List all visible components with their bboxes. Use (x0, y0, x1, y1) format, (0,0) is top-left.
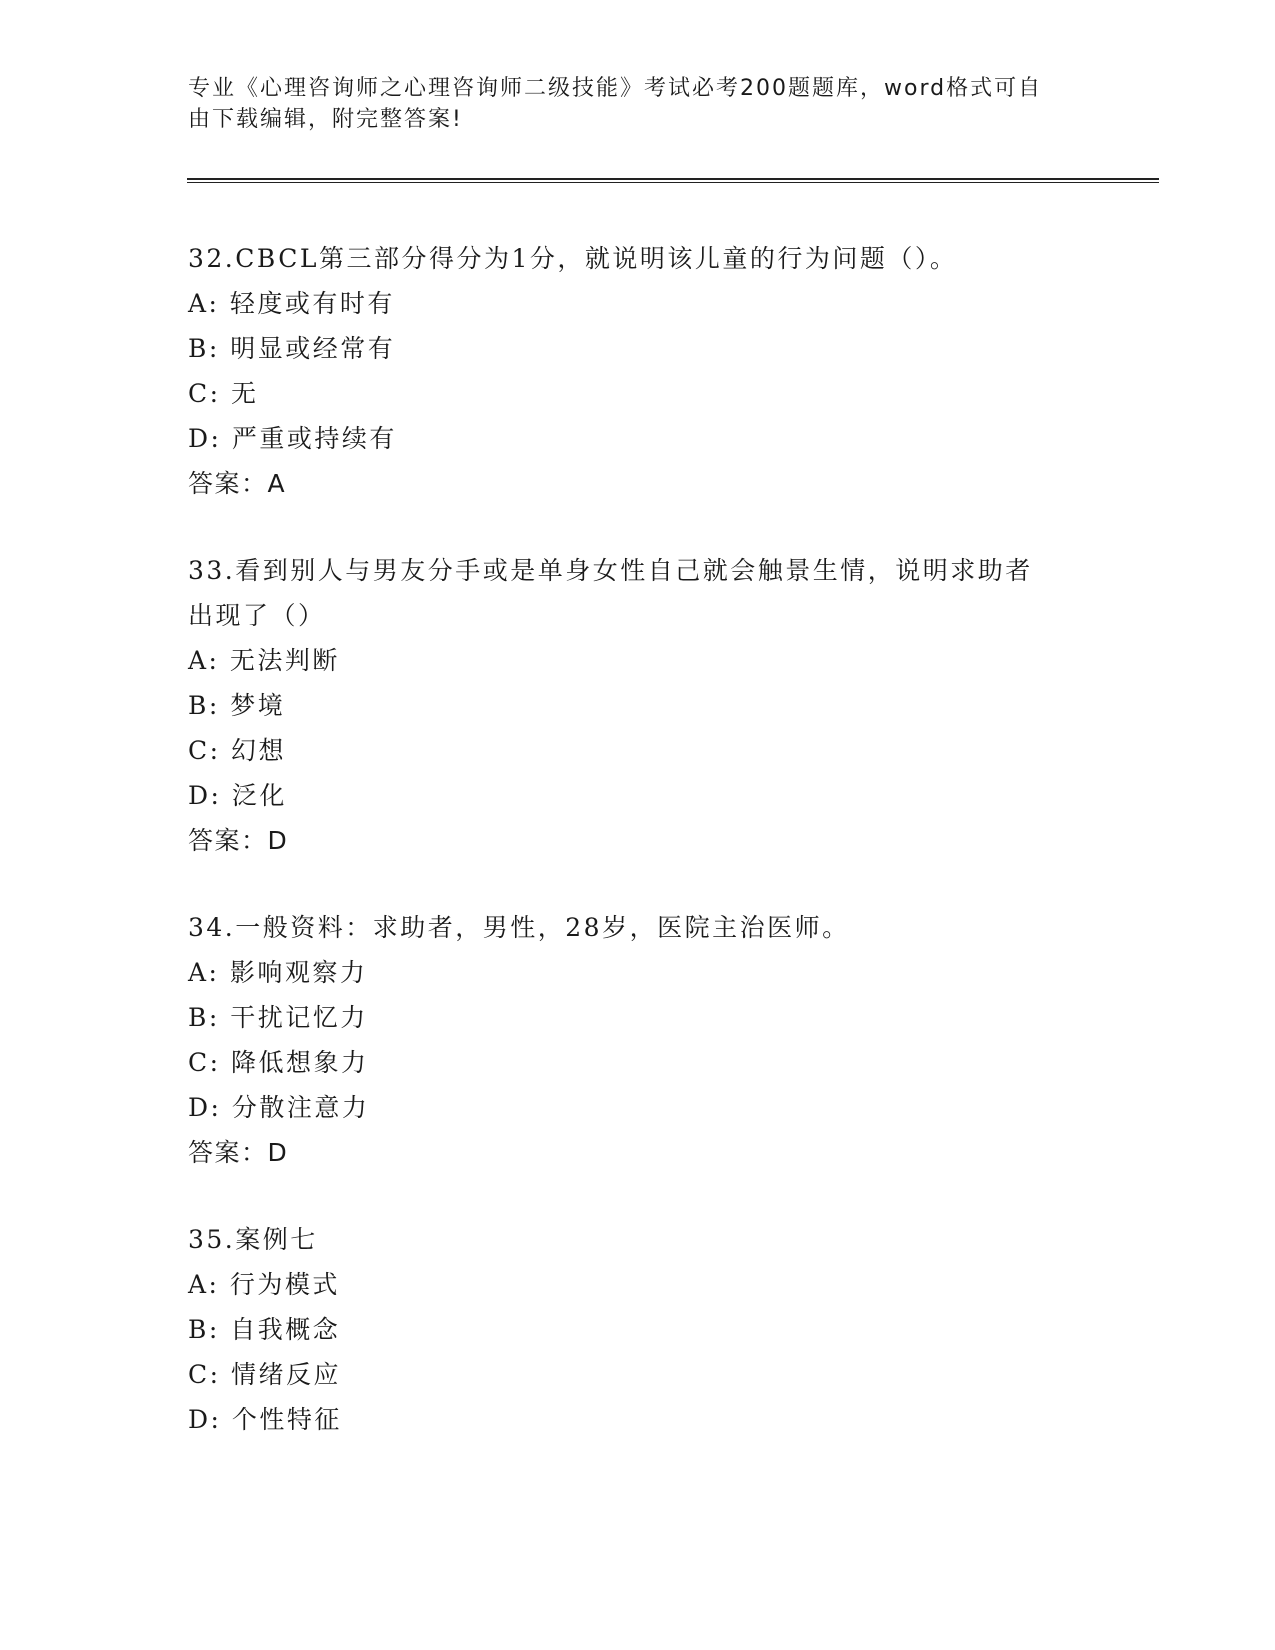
option-a: A: 行为模式 (188, 1270, 340, 1299)
option-c: C: 降低想象力 (188, 1048, 369, 1077)
option-b: B: 干扰记忆力 (188, 1003, 368, 1032)
answer-label: 答案：A (188, 469, 287, 498)
option-d: D: 个性特征 (188, 1405, 342, 1434)
question-stem: 34.一般资料：求助者，男性，28岁，医院主治医师。 (188, 913, 850, 942)
question-stem: 32.CBCL第三部分得分为1分，就说明该儿童的行为问题（）。 (188, 244, 958, 273)
option-c: C: 情绪反应 (188, 1360, 341, 1389)
question-list (188, 236, 1088, 1484)
option-d: D: 严重或持续有 (188, 424, 397, 453)
option-a: A: 轻度或有时有 (188, 289, 395, 318)
option-a: A: 无法判断 (188, 646, 340, 675)
answer-label: 答案：D (188, 1138, 289, 1167)
option-a: A: 影响观察力 (188, 958, 368, 987)
question-stem-line-2: 出现了（） (188, 601, 326, 630)
option-c: C: 无 (188, 379, 259, 408)
question-34 (188, 905, 1088, 1175)
option-d: D: 泛化 (188, 781, 287, 810)
header-line-1: 专业《心理咨询师之心理咨询师二级技能》考试必考200题题库，word格式可自 (188, 76, 1043, 101)
option-b: B: 明显或经常有 (188, 334, 396, 363)
answer-label: 答案：D (188, 826, 289, 855)
option-c: C: 幻想 (188, 736, 286, 765)
header-line-2: 由下载编辑，附完整答案! (188, 107, 463, 132)
header-divider (187, 178, 1159, 183)
question-32 (188, 236, 1088, 506)
option-b: B: 自我概念 (188, 1315, 341, 1344)
option-b: B: 梦境 (188, 691, 286, 720)
question-stem: 35.案例七 (188, 1225, 318, 1254)
option-d: D: 分散注意力 (188, 1093, 370, 1122)
document-header (188, 73, 1068, 135)
question-33 (188, 548, 1088, 863)
question-35 (188, 1217, 1088, 1442)
question-stem-line-1: 33.看到别人与男友分手或是单身女性自己就会触景生情，说明求助者 (188, 556, 1033, 585)
